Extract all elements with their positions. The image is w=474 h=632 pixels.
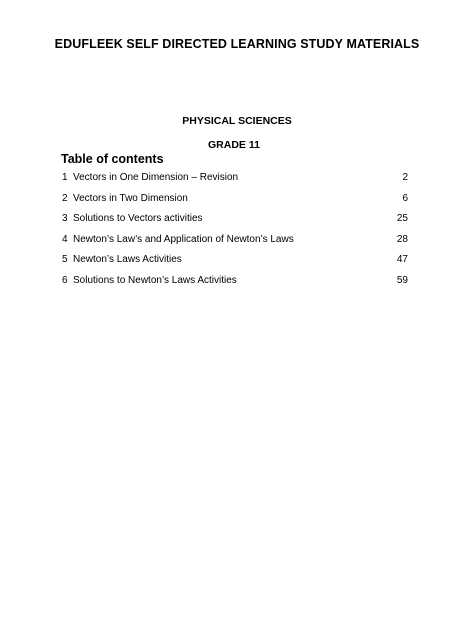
- grade-label: GRADE 11: [208, 139, 260, 151]
- toc-entry-number: 5: [62, 254, 68, 266]
- toc-entry-page: 47: [396, 254, 408, 266]
- toc-entry[interactable]: [62, 193, 408, 214]
- toc-entry[interactable]: [62, 213, 408, 234]
- toc-entry-title: Solutions to Vectors activities: [73, 213, 203, 225]
- toc-entry-title: Solutions to Newton’s Laws Activities: [73, 274, 237, 286]
- toc-heading: Table of contents: [61, 152, 164, 166]
- toc-entry-number: 1: [62, 172, 68, 183]
- toc-entry[interactable]: [62, 275, 408, 296]
- toc-entry[interactable]: [62, 254, 408, 275]
- subject-title: PHYSICAL SCIENCES: [182, 115, 292, 127]
- toc-entry-page: 25: [396, 213, 408, 225]
- toc-entry-title: Vectors in Two Dimension: [73, 192, 188, 204]
- toc-entry-page: 2: [402, 172, 408, 183]
- toc-entry-number: 4: [62, 233, 68, 245]
- toc-entry-number: 2: [62, 192, 68, 204]
- toc-entry-page: 59: [396, 274, 408, 286]
- toc-entry-page: 28: [396, 233, 408, 245]
- toc-entry-title: Newton’s Law’s and Application of Newton’s Laws: [73, 233, 294, 245]
- toc-entry[interactable]: [62, 172, 408, 193]
- document-header: EDUFLEEK SELF DIRECTED LEARNING STUDY MATERIALS: [54, 37, 420, 51]
- toc-entry-page: 6: [402, 192, 408, 204]
- toc-entry-number: 3: [62, 213, 68, 225]
- toc-entry[interactable]: [62, 234, 408, 255]
- toc-list: [62, 172, 408, 296]
- toc-entry-title: Vectors in One Dimension – Revision: [73, 172, 239, 183]
- toc-entry-number: 6: [62, 274, 68, 286]
- toc-entry-title: Newton’s Laws Activities: [73, 254, 182, 266]
